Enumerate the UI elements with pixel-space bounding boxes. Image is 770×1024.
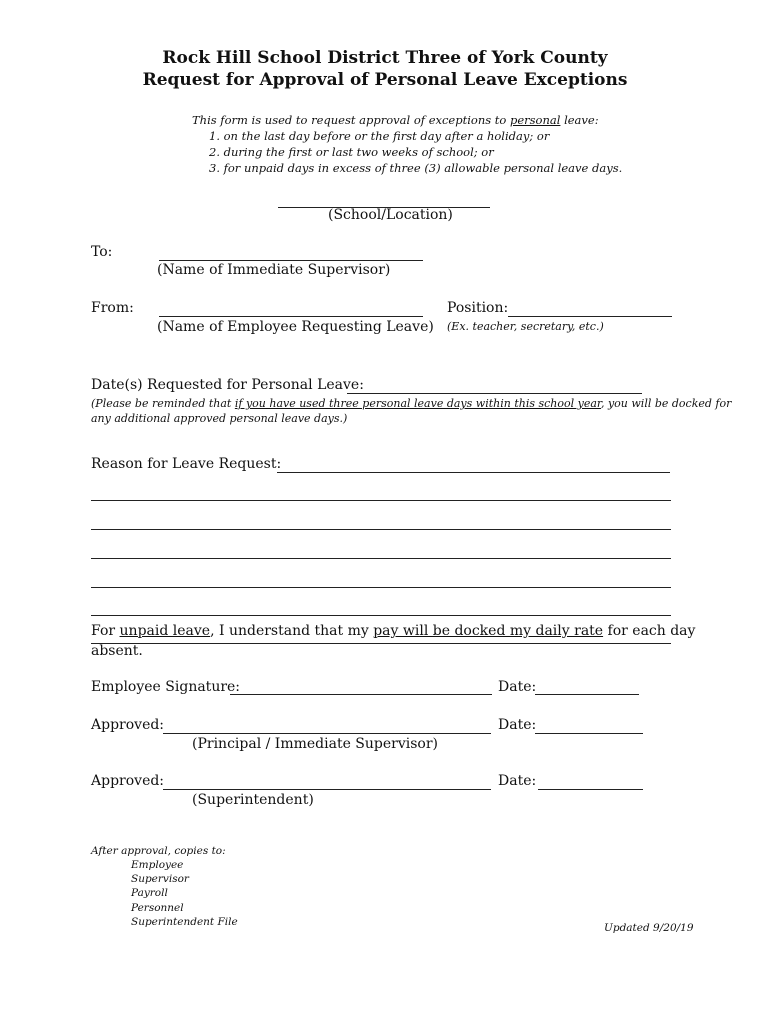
superintendent-signature-line[interactable] xyxy=(163,789,491,790)
reason-line-4[interactable] xyxy=(91,558,671,559)
reason-line-3[interactable] xyxy=(91,529,671,530)
unpaid-statement-line2: absent. xyxy=(91,643,143,659)
to-label: To: xyxy=(91,244,113,260)
position-line[interactable] xyxy=(508,316,672,317)
employee-date-line[interactable] xyxy=(535,694,639,695)
reason-line-6[interactable] xyxy=(91,615,671,616)
updated-date: Updated 9/20/19 xyxy=(604,922,694,934)
superintendent-caption: (Superintendent) xyxy=(192,792,314,808)
supervisor-name-line[interactable] xyxy=(159,260,423,261)
intro-item-3: 3. for unpaid days in excess of three (3) allowable personal leave days. xyxy=(209,161,623,175)
superintendent-approved-label: Approved: xyxy=(91,773,165,789)
superintendent-date-label: Date: xyxy=(498,773,537,789)
from-label: From: xyxy=(91,300,134,316)
reason-label: Reason for Leave Request: xyxy=(91,456,282,472)
principal-date-label: Date: xyxy=(498,717,537,733)
employee-signature-line[interactable] xyxy=(230,694,492,695)
employee-signature-label: Employee Signature: xyxy=(91,679,241,695)
intro-item-2: 2. during the first or last two weeks of school; or xyxy=(209,145,494,159)
copies-heading: After approval, copies to: xyxy=(91,845,226,857)
employee-date-label: Date: xyxy=(498,679,537,695)
employee-name-line[interactable] xyxy=(159,316,423,317)
unpaid-underline xyxy=(91,643,671,644)
reason-line-1[interactable] xyxy=(277,472,670,473)
form-subtitle: Request for Approval of Personal Leave Exceptions xyxy=(142,70,628,90)
dates-line[interactable] xyxy=(347,393,642,394)
principal-date-line[interactable] xyxy=(535,733,643,734)
reason-line-2[interactable] xyxy=(91,500,671,501)
pay-docked-underlined: pay will be docked my daily rate xyxy=(373,623,604,639)
school-location-caption: (School/Location) xyxy=(328,207,453,223)
supervisor-caption: (Name of Immediate Supervisor) xyxy=(157,262,391,278)
employee-caption: (Name of Employee Requesting Leave) xyxy=(157,319,434,335)
principal-caption: (Principal / Immediate Supervisor) xyxy=(192,736,439,752)
dates-label: Date(s) Requested for Personal Leave: xyxy=(91,377,364,393)
position-label: Position: xyxy=(447,300,509,316)
form-title: Rock Hill School District Three of York County xyxy=(162,48,608,68)
unpaid-statement: For unpaid leave, I understand that my pay will be docked my daily rate for each day xyxy=(91,623,696,639)
dates-note-underlined: if you have used three personal leave days within this school year xyxy=(234,397,601,410)
principal-signature-line[interactable] xyxy=(163,733,491,734)
unpaid-leave-underlined: unpaid leave xyxy=(119,623,211,639)
reason-line-5[interactable] xyxy=(91,587,671,588)
dates-note-line1: (Please be reminded that if you have used three personal leave days within this school year, you will be docked for xyxy=(91,397,732,410)
copies-recipient: Personnel xyxy=(131,902,184,914)
intro-item-1: 1. on the last day before or the first day after a holiday; or xyxy=(209,129,550,143)
principal-approved-label: Approved: xyxy=(91,717,165,733)
copies-recipient: Payroll xyxy=(131,887,168,899)
dates-note-line2: any additional approved personal leave days.) xyxy=(91,412,348,425)
intro-lead: This form is used to request approval of exceptions to personal leave: xyxy=(192,113,599,127)
personal-underlined: personal xyxy=(509,113,561,127)
copies-recipient: Supervisor xyxy=(131,873,189,885)
position-hint: (Ex. teacher, secretary, etc.) xyxy=(447,320,604,333)
superintendent-date-line[interactable] xyxy=(538,789,643,790)
copies-recipient: Employee xyxy=(131,859,184,871)
copies-recipient: Superintendent File xyxy=(131,916,238,928)
